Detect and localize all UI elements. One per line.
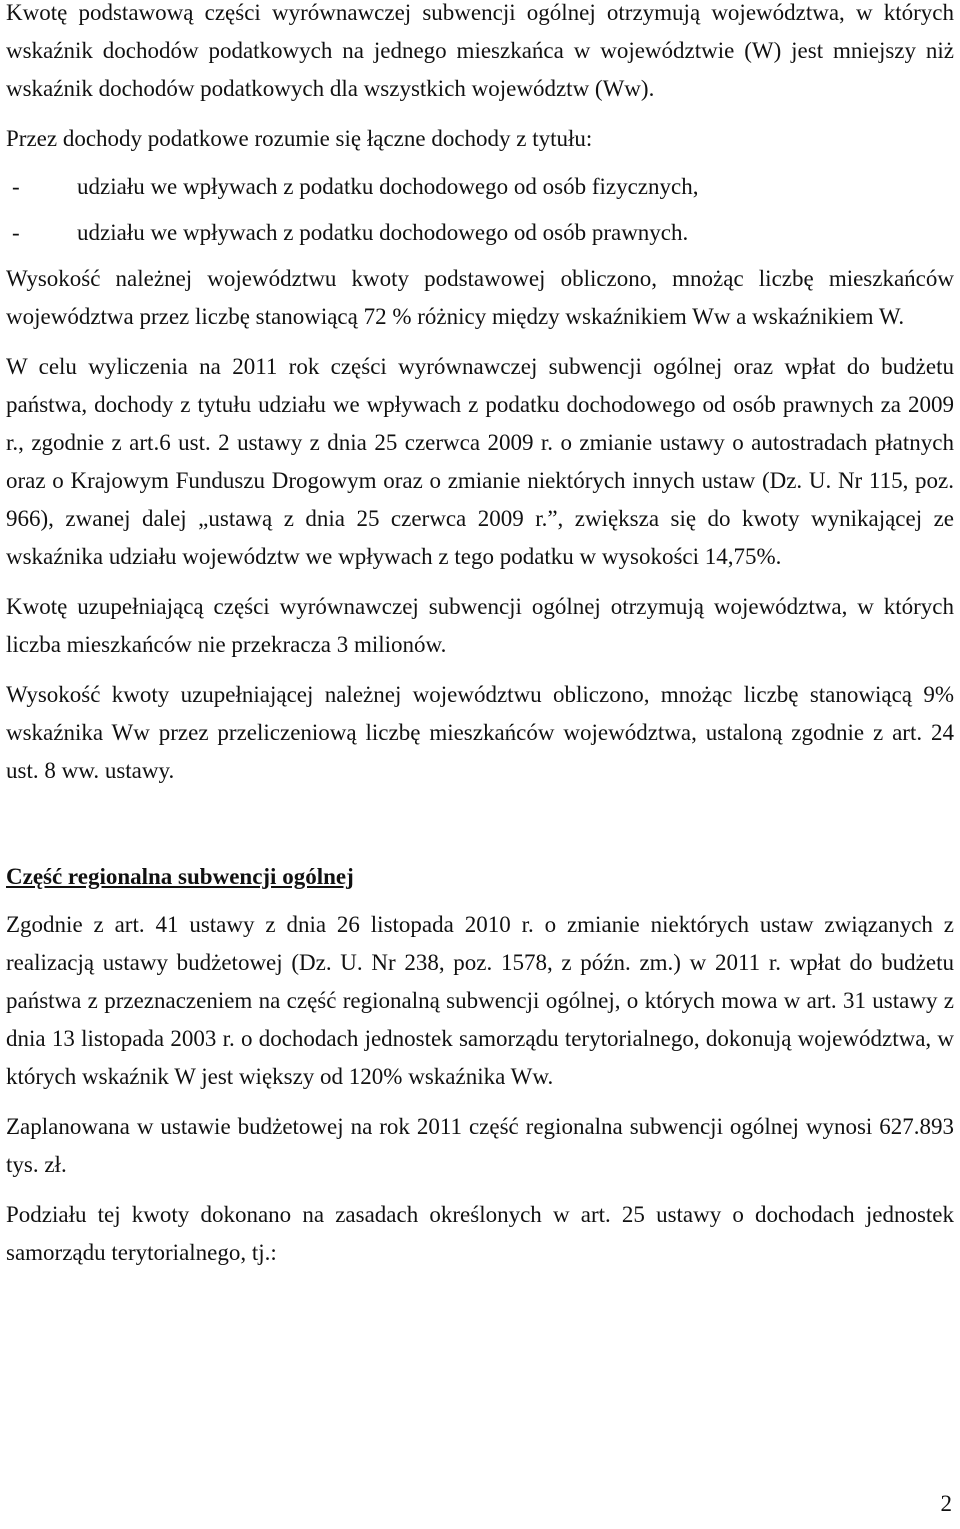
list-marker: - xyxy=(12,220,20,245)
paragraph-supplementary-amount: Kwotę uzupełniającą części wyrównawczej subwencji ogólnej otrzymują województwa, w których liczba mieszkańców nie przekracza 3 milionów. xyxy=(6,594,954,657)
paragraph-2011-calculation: W celu wyliczenia na 2011 rok części wyrównawczej subwencji ogólnej oraz wpłat do budżetu państwa, dochody z tytułu udziału we wpływach z podatku dochodowego od osób prawnych za 2009 r., zgodnie z art.6 ust. 2 ustawy z dnia 25 czerwca 2009 r. o zmianie ustawy o autostradach płatnych oraz o Krajowym Funduszu Drogowym oraz o zmianie niektórych innych ustaw (Dz. U. Nr 115, poz. 966), zwanej dalej „ustawą z dnia 25 czerwca 2009 r.”, zwiększa się do kwoty wynikającej ze wskaźnika udziału województw we wpływach z tego podatku w wysokości 14,75%. xyxy=(6,354,954,569)
paragraph-regional-amount: Zaplanowana w ustawie budżetowej na rok 2011 część regionalna subwencji ogólnej wynosi 627.893 tys. zł. xyxy=(6,1114,954,1177)
paragraph-regional-distribution: Podziału tej kwoty dokonano na zasadach określonych w art. 25 ustawy o dochodach jednostek samorządu terytorialnego, tj.: xyxy=(6,1202,954,1265)
paragraph-tax-income-definition: Przez dochody podatkowe rozumie się łączne dochody z tytułu: xyxy=(6,126,593,151)
list-item xyxy=(6,214,954,252)
list-item-text: udziału we wpływach z podatku dochodowego od osób prawnych. xyxy=(77,220,689,245)
list-item xyxy=(6,168,954,206)
tax-income-list xyxy=(6,168,954,252)
page-number: 2 xyxy=(940,1491,952,1516)
list-marker: - xyxy=(12,174,20,199)
paragraph-basic-amount-calculation: Wysokość należnej województwu kwoty podstawowej obliczono, mnożąc liczbę mieszkańców województwa przez liczbę stanowiącą 72 % różnicy między wskaźnikiem Ww a wskaźnikiem W. xyxy=(6,266,954,329)
paragraph-supplementary-calculation: Wysokość kwoty uzupełniającej należnej województwu obliczono, mnożąc liczbę stanowiącą 9% wskaźnika Ww przez przeliczeniową liczbę mieszkańców województwa, ustaloną zgodnie z art. 24 ust. 8 ww. ustawy. xyxy=(6,682,954,783)
paragraph-basic-amount: Kwotę podstawową części wyrównawczej subwencji ogólnej otrzymują województwa, w których wskaźnik dochodów podatkowych na jednego mieszkańca w województwie (W) jest mniejszy niż wskaźnik dochodów podatkowych dla wszystkich województw (Ww). xyxy=(6,0,954,101)
paragraph-regional-legal-basis: Zgodnie z art. 41 ustawy z dnia 26 listopada 2010 r. o zmianie niektórych ustaw związanych z realizacją ustawy budżetowej (Dz. U. Nr 238, poz. 1578, z późn. zm.) w 2011 r. wpłat do budżetu państwa z przeznaczeniem na część regionalną subwencji ogólnej, o których mowa w art. 31 ustawy z dnia 13 listopada 2003 r. o dochodach jednostek samorządu terytorialnego, dokonują województwa, w których wskaźnik W jest większy od 120% wskaźnika Ww. xyxy=(6,912,954,1089)
section-heading-regional-part: Część regionalna subwencji ogólnej xyxy=(6,864,354,889)
list-item-text: udziału we wpływach z podatku dochodowego od osób fizycznych, xyxy=(77,174,699,199)
